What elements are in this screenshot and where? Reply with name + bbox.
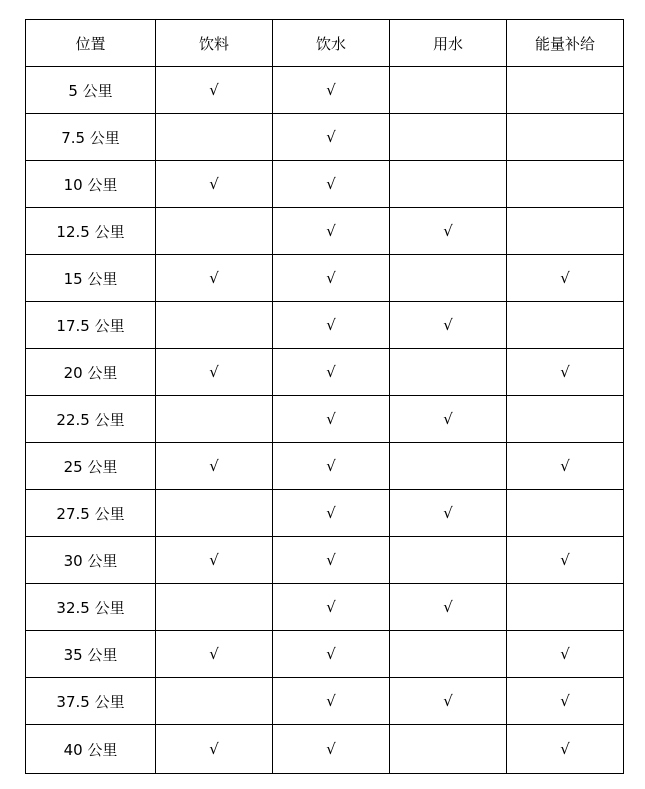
position-cell: 7.5 公里 [26,114,156,161]
utility-water-cell: √ [390,208,507,255]
energy-supply-cell: √ [507,631,624,678]
drinking-water-cell: √ [273,678,390,725]
energy-supply-cell [507,302,624,349]
header-energy-supply: 能量补给 [507,20,624,67]
energy-supply-cell [507,114,624,161]
position-cell: 15 公里 [26,255,156,302]
utility-water-cell [390,349,507,396]
energy-supply-cell: √ [507,537,624,584]
drinking-water-cell: √ [273,255,390,302]
energy-supply-cell: √ [507,678,624,725]
drinking-water-cell: √ [273,725,390,774]
drinking-water-cell: √ [273,396,390,443]
utility-water-cell [390,537,507,584]
table-row [26,349,624,396]
drinks-cell [156,114,273,161]
table-row [26,678,624,725]
drinking-water-cell: √ [273,537,390,584]
position-cell: 37.5 公里 [26,678,156,725]
drinks-cell: √ [156,631,273,678]
table-header-row [26,20,624,67]
drinking-water-cell: √ [273,161,390,208]
table-row [26,584,624,631]
table-row [26,490,624,537]
utility-water-cell [390,631,507,678]
energy-supply-cell [507,396,624,443]
table-row [26,255,624,302]
table-row [26,161,624,208]
drinking-water-cell: √ [273,490,390,537]
drinks-cell: √ [156,443,273,490]
drinks-cell: √ [156,725,273,774]
table-row [26,537,624,584]
header-position: 位置 [26,20,156,67]
drinking-water-cell: √ [273,349,390,396]
drinking-water-cell: √ [273,67,390,114]
utility-water-cell: √ [390,678,507,725]
utility-water-cell: √ [390,302,507,349]
utility-water-cell [390,725,507,774]
energy-supply-cell [507,161,624,208]
position-cell: 5 公里 [26,67,156,114]
drinks-cell: √ [156,255,273,302]
supply-station-table [25,19,624,774]
drinks-cell [156,490,273,537]
drinks-cell: √ [156,537,273,584]
energy-supply-cell [507,490,624,537]
drinks-cell: √ [156,67,273,114]
drinks-cell [156,396,273,443]
table-row [26,725,624,774]
position-cell: 25 公里 [26,443,156,490]
energy-supply-cell: √ [507,725,624,774]
table-row [26,631,624,678]
drinks-cell [156,678,273,725]
utility-water-cell: √ [390,584,507,631]
utility-water-cell [390,114,507,161]
table-row [26,302,624,349]
position-cell: 40 公里 [26,725,156,774]
utility-water-cell [390,67,507,114]
drinking-water-cell: √ [273,208,390,255]
energy-supply-cell: √ [507,443,624,490]
table-row [26,208,624,255]
table-row [26,114,624,161]
drinking-water-cell: √ [273,631,390,678]
utility-water-cell: √ [390,490,507,537]
drinking-water-cell: √ [273,443,390,490]
table-row [26,443,624,490]
drinks-cell [156,584,273,631]
drinks-cell: √ [156,161,273,208]
position-cell: 22.5 公里 [26,396,156,443]
utility-water-cell [390,443,507,490]
position-cell: 12.5 公里 [26,208,156,255]
header-drinking-water: 饮水 [273,20,390,67]
utility-water-cell: √ [390,396,507,443]
utility-water-cell [390,161,507,208]
energy-supply-cell: √ [507,255,624,302]
drinking-water-cell: √ [273,302,390,349]
header-drinks: 饮料 [156,20,273,67]
table-row [26,67,624,114]
drinking-water-cell: √ [273,114,390,161]
position-cell: 27.5 公里 [26,490,156,537]
energy-supply-cell [507,208,624,255]
position-cell: 35 公里 [26,631,156,678]
position-cell: 30 公里 [26,537,156,584]
utility-water-cell [390,255,507,302]
table-row [26,396,624,443]
drinks-cell [156,302,273,349]
drinks-cell [156,208,273,255]
table-body [26,67,624,774]
energy-supply-cell [507,584,624,631]
position-cell: 17.5 公里 [26,302,156,349]
drinking-water-cell: √ [273,584,390,631]
energy-supply-cell [507,67,624,114]
header-utility-water: 用水 [390,20,507,67]
position-cell: 32.5 公里 [26,584,156,631]
energy-supply-cell: √ [507,349,624,396]
position-cell: 20 公里 [26,349,156,396]
position-cell: 10 公里 [26,161,156,208]
drinks-cell: √ [156,349,273,396]
